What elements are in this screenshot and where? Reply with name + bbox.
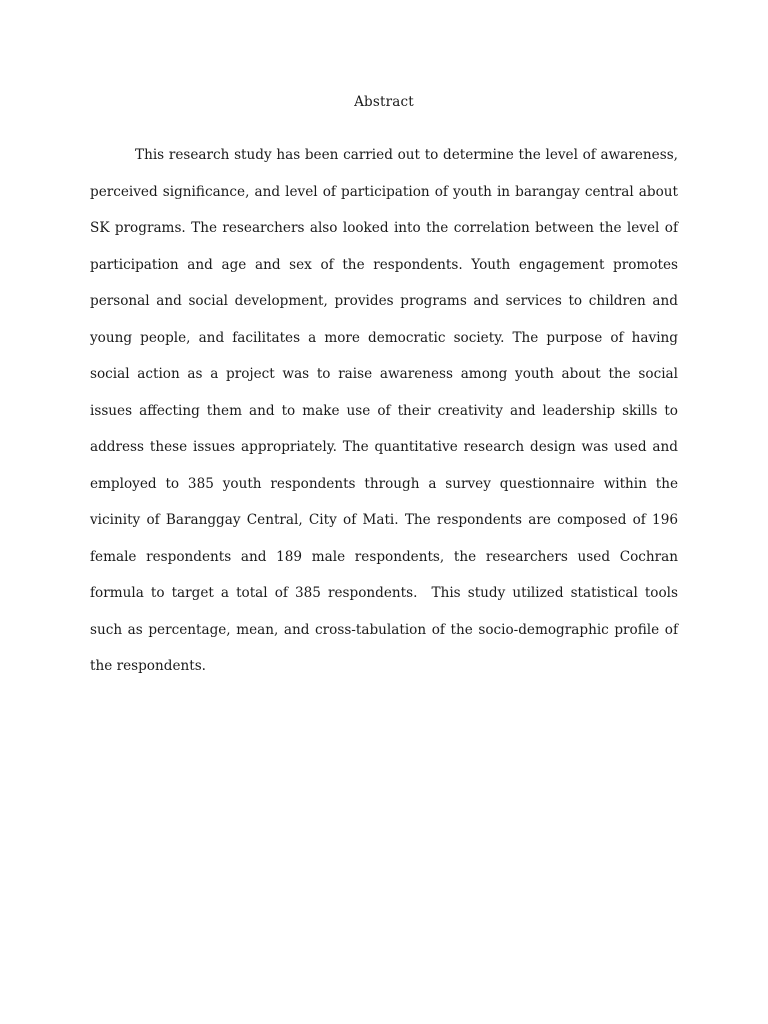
abstract-heading: Abstract [354,94,414,110]
abstract-paragraph: This research study has been carried out to determine the level of awareness, perceived significance, and level of participation of youth in barangay central about SK programs. The researchers also looked into the correlation between the level of participation and age and sex of the respondents. Youth engagement promotes personal and social development, provides programs and services to children and young people, and facilitates a more democratic society. The purpose of having social action as a project was to raise awareness among youth about the social issues affecting them and to make use of their creativity and leadership skills to address these issues appropriately. The quantitative research design was used and employed to 385 youth respondents through a survey questionnaire within the vicinity of Baranggay Central, City of Mati. The respondents are composed of 196 female respondents and 189 male respondents, the researchers used Cochran formula to target a total of 385 respondents. This study utilized statistical tools such as percentage, mean, and cross-tabulation of the socio-demographic profile of the respondents. [90,147,683,674]
